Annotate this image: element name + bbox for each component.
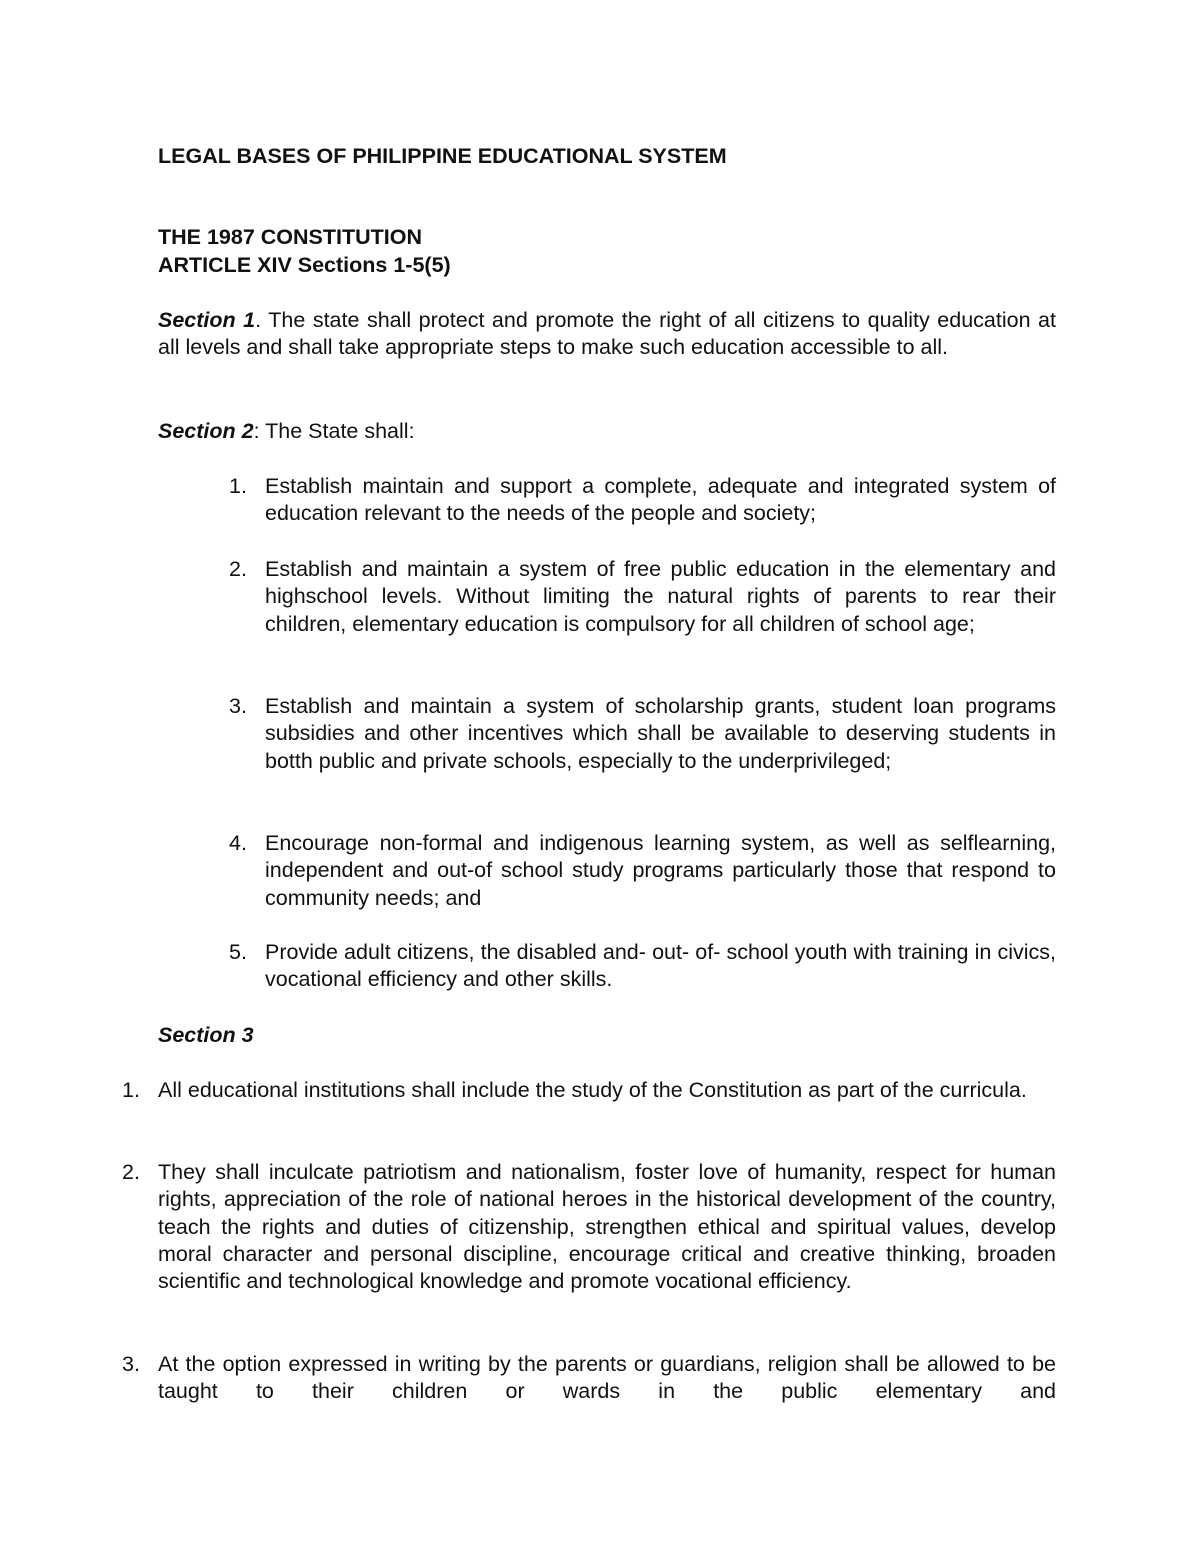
article-heading: ARTICLE XIV Sections 1-5(5) [158,253,451,277]
section-3-heading [158,1022,254,1049]
section-3-label: Section 3 [158,1023,254,1047]
section-2-item-1: Establish maintain and support a complete, adequate and integrated system of education relevant to the needs of the people and society; [265,474,1056,526]
constitution-heading: THE 1987 CONSTITUTION [158,225,423,249]
section-2-item-number: 5. [229,940,247,964]
section-1-text: . The state shall protect and promote the right of all citizens to quality education at all levels and shall take appropriate steps to make such education accessible to all. [158,308,1056,360]
section-3-item-number: 1. [122,1078,140,1102]
section-3-item-3: At the option expressed in writing by the parents or guardians, religion shall be allowed to be taught to their children or wards in the public elementary and [158,1352,1056,1404]
section-3-item-number: 2. [122,1160,140,1184]
section-2-item-number: 1. [229,474,247,498]
section-2-text: : The State shall: [253,419,415,443]
section-2-item-5: Provide adult citizens, the disabled and- out- of- school youth with training in civics, vocational efficiency and other skills. [265,940,1056,992]
document-title: LEGAL BASES OF PHILIPPINE EDUCATIONAL SYSTEM [158,144,727,168]
section-2-label: Section 2 [158,419,254,443]
section-1-paragraph [158,307,1056,362]
section-3-item-number: 3. [122,1352,140,1376]
section-2-intro [158,418,1056,445]
section-3-item-1: All educational institutions shall include the study of the Constitution as part of the curricula. [158,1078,1027,1102]
section-2-item-4: Encourage non-formal and indigenous learning system, as well as selflearning, independent and out-of school study programs particularly those that respond to community needs; and [265,831,1056,910]
section-2-item-3: Establish and maintain a system of scholarship grants, student loan programs subsidies and other incentives which shall be available to deserving students in botth public and private schools, especially to the underprivileged; [265,694,1056,773]
section-1-label: Section 1 [158,308,256,332]
section-3-item-2: They shall inculcate patriotism and nationalism, foster love of humanity, respect for human rights, appreciation of the role of national heroes in the historical development of the country, teach the rights and duties of citizenship, strengthen ethical and spiritual values, develop moral character and personal discipline, encourage critical and creative thinking, broaden scientific and technological knowledge and promote vocational efficiency. [158,1160,1056,1294]
section-2-item-number: 4. [229,831,247,855]
section-2-item-number: 3. [229,694,247,718]
section-2-item-number: 2. [229,557,247,581]
section-2-item-2: Establish and maintain a system of free public education in the elementary and highschool levels. Without limiting the natural rights of parents to rear their children, elementary education is compulsory for all children of school age; [265,557,1056,636]
